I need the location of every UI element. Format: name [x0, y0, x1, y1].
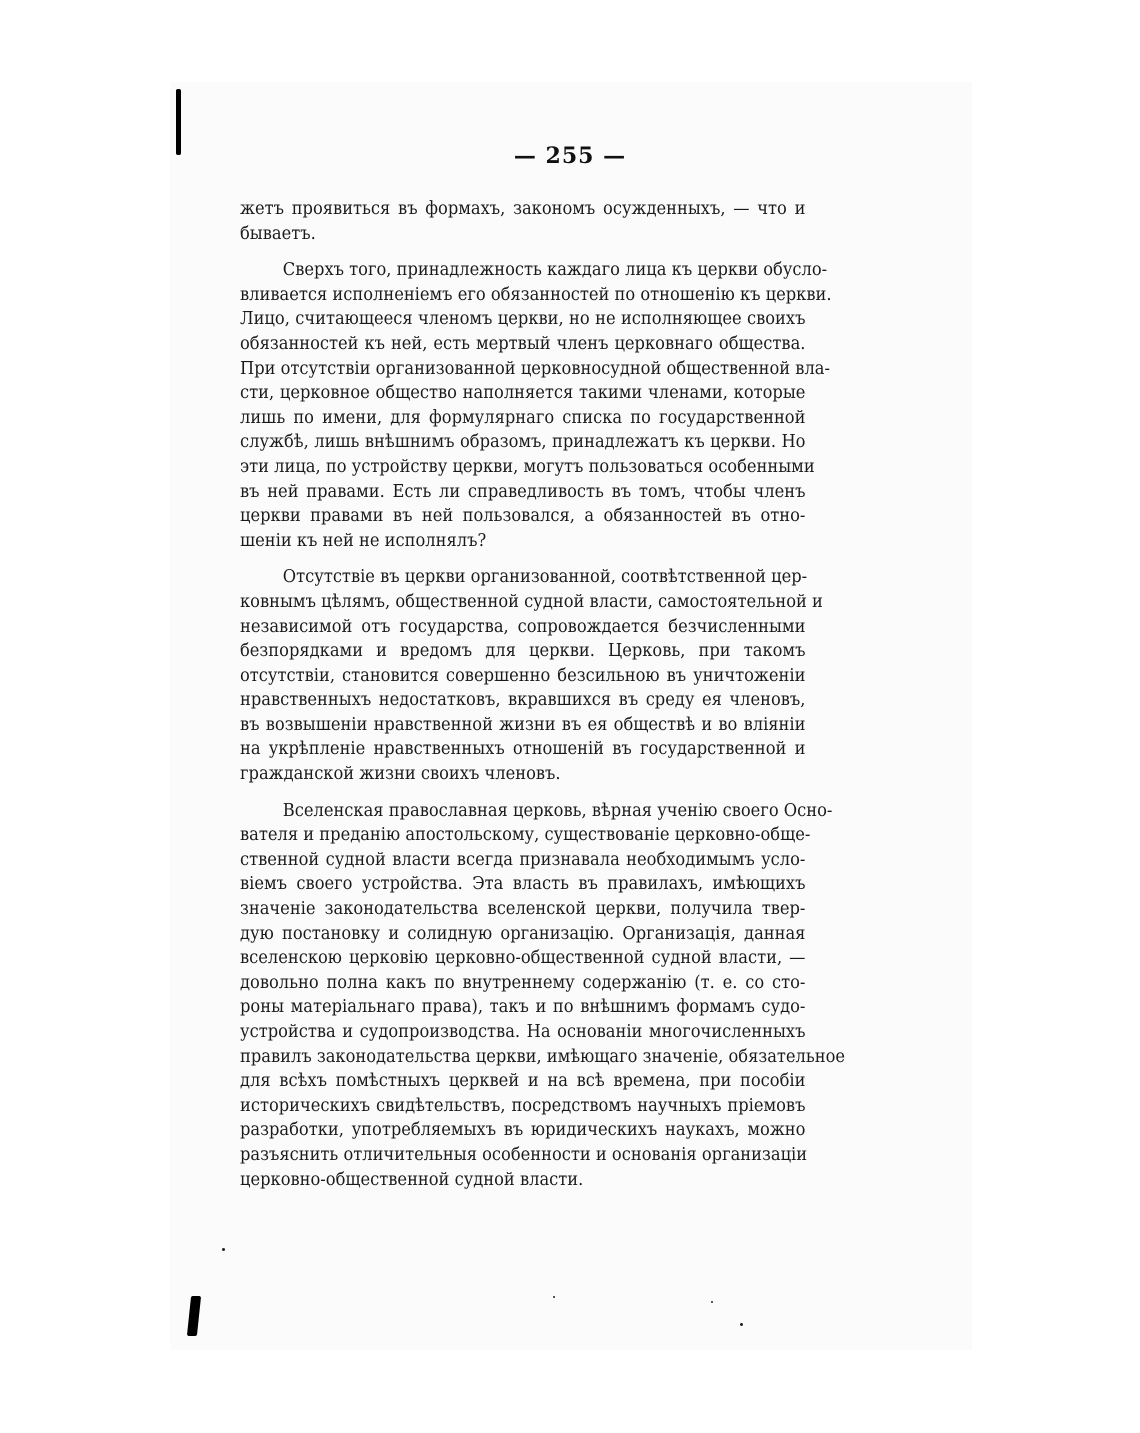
text-line: разработки, употребляемыхъ въ юридическихъ наукахъ, можно	[240, 1120, 806, 1141]
text-line: разъяснить отличительныя особенности и основанія организаціи	[240, 1144, 808, 1165]
text-line: лишь по имени, для формулярнаго списка по государственной	[240, 407, 806, 428]
text-line: въ возвышеніи нравственной жизни въ ея обществѣ и во вліяніи	[240, 714, 806, 735]
body-text	[240, 197, 846, 1204]
page-number: — 255 —	[513, 143, 627, 169]
text-line: сти, церковное общество наполняется такими членами, которые	[240, 383, 806, 404]
text-line: вселенскою церковію церковно-общественной судной власти, —	[240, 948, 806, 969]
text-line: Отсутствіе въ церкви организованной, соотвѣтственной цер-	[282, 567, 808, 588]
text-line: дую постановку и солидную организацію. Организація, данная	[240, 923, 806, 944]
text-line: безпорядками и вредомъ для церкви. Церковь, при такомъ	[240, 641, 806, 662]
text-line: церковно-общественной судной власти.	[240, 1169, 584, 1190]
text-line: церкви правами въ ней пользовался, а обязанностей въ отно-	[240, 506, 806, 527]
text-line: службѣ, лишь внѣшнимъ образомъ, принадлежатъ къ церкви. Но	[240, 432, 806, 453]
text-line: гражданской жизни своихъ членовъ.	[240, 764, 561, 785]
text-line: ственной судной власти всегда признавала необходимымъ усло-	[240, 849, 806, 870]
text-line: Вселенская православная церковь, вѣрная ученію своего Осно-	[282, 800, 833, 821]
text-line: Лицо, считающееся членомъ церкви, но не исполняющее своихъ	[240, 309, 806, 330]
text-line: въ ней правами. Есть ли справедливость въ томъ, чтобы членъ	[240, 481, 806, 502]
text-line: бываетъ.	[240, 223, 316, 244]
text-line: При отсутствіи организованной церковносудной общественной вла-	[240, 358, 830, 379]
text-line: историческихъ свидѣтельствъ, посредствомъ научныхъ пріемовъ	[240, 1095, 806, 1116]
paragraph-2	[240, 258, 832, 553]
scan-speck	[553, 1296, 555, 1298]
text-line: обязанностей къ ней, есть мертвый членъ церковнаго общества.	[240, 333, 806, 354]
text-line: нравственныхъ недостатковъ, вкравшихся въ среду ея членовъ,	[240, 690, 806, 711]
paragraph-4	[240, 799, 846, 1193]
text-line: для всѣхъ помѣстныхъ церквей и на всѣ времена, при пособіи	[240, 1071, 806, 1092]
text-line: Сверхъ того, принадлежность каждаго лица къ церкви обуслo-	[282, 260, 828, 281]
text-line: правилъ законодательства церкви, имѣющаго значеніе, обязательное	[240, 1046, 846, 1067]
scan-speck	[222, 1248, 225, 1251]
text-line: на укрѣпленіе нравственныхъ отношеній въ государственной и	[240, 739, 806, 760]
text-line: независимой отъ государства, сопровождается безчисленными	[240, 616, 806, 637]
text-line: ковнымъ цѣлямъ, общественной судной власти, самостоятельной и	[240, 591, 823, 612]
text-line: вателя и преданію апостольскому, существованіе церковно-обще-	[240, 825, 811, 846]
text-line: эти лица, по устройству церкви, могутъ пользоваться особенными	[240, 456, 815, 477]
scan-speck	[711, 1301, 713, 1303]
text-line: довольно полна какъ по внутреннему содержанію (т. е. со сто-	[240, 972, 806, 993]
text-line: вливается исполненіемъ его обязанностей по отношенію къ церкви.	[240, 284, 832, 305]
scan-speck	[740, 1323, 743, 1326]
text-line: устройства и судопроизводства. На основаніи многочисленныхъ	[240, 1022, 806, 1042]
text-line: роны матеріальнаго права), такъ и по внѣшнимъ формамъ судо-	[240, 997, 806, 1018]
text-line: отсутствіи, становится совершенно безсильною въ уничтоженіи	[240, 665, 806, 686]
text-line: жетъ проявиться въ формахъ, закономъ осужденныхъ, — что и	[240, 199, 806, 219]
text-line: значеніе законодательства вселенской церкви, получила твер-	[240, 899, 806, 920]
text-line: віемъ своего устройства. Эта власть въ правилахъ, имѣющихъ	[240, 874, 806, 895]
paragraph-1	[240, 197, 805, 246]
text-line: шеніи къ ней не исполнялъ?	[240, 530, 487, 551]
paragraph-3	[240, 565, 823, 786]
